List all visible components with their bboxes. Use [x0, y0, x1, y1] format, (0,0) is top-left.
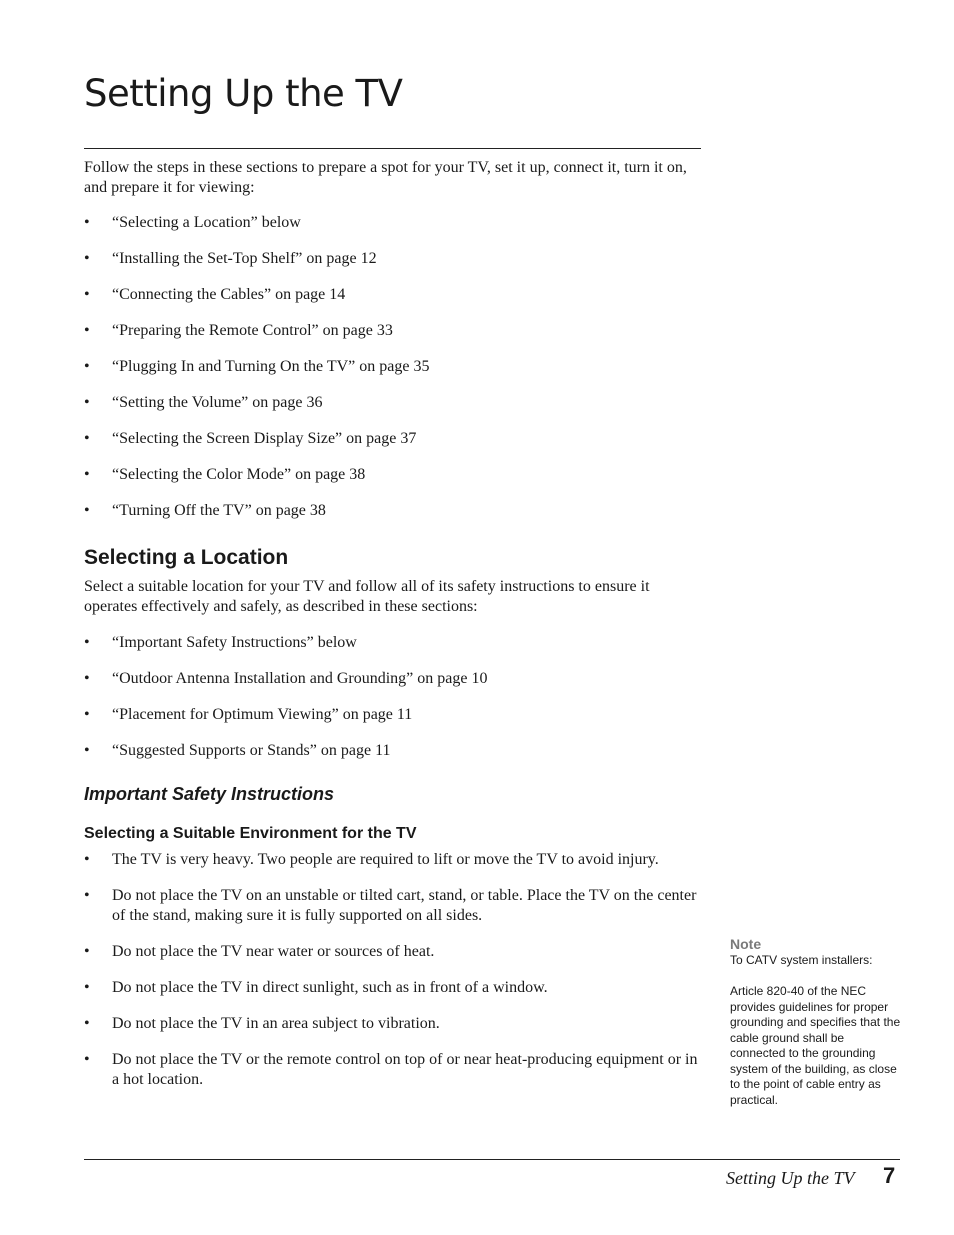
footer-divider — [84, 1159, 900, 1160]
note-spacer — [730, 969, 902, 985]
list-item: • Do not place the TV near water or sources of heat. — [84, 943, 435, 960]
list-item[interactable]: • “Important Safety Instructions” below — [84, 634, 357, 651]
subsection-heading-safety: Important Safety Instructions — [84, 784, 335, 804]
location-list — [84, 633, 704, 761]
page-number: 7 — [883, 1163, 896, 1188]
list-item[interactable]: • “Selecting the Screen Display Size” on page 37 — [84, 430, 417, 447]
note-intro: To CATV system installers: — [730, 953, 873, 967]
subsubsection-heading-environment: Selecting a Suitable Environment for the TV — [84, 825, 417, 842]
list-item[interactable]: • “Placement for Optimum Viewing” on page 11 — [84, 706, 413, 723]
intro-paragraph: Follow the steps in these sections to prepare a spot for your TV, set it up, connect it, turn it on, and prepare it for viewing: — [84, 159, 687, 196]
list-item: • Do not place the TV or the remote control on top of or near heat-producing equipment or in a hot location. — [84, 1051, 698, 1088]
page-title: Setting Up the TV — [84, 72, 403, 115]
list-item[interactable]: • “Installing the Set-Top Shelf” on page 12 — [84, 250, 377, 267]
title-divider — [84, 148, 701, 149]
main-content — [84, 158, 704, 1090]
location-paragraph: Select a suitable location for your TV and follow all of its safety instructions to ensure it operates effectively and safely, as described in these sections: — [84, 578, 650, 615]
section-heading-location: Selecting a Location — [84, 546, 289, 569]
note-body: Article 820-40 of the NEC provides guidelines for proper grounding and specifies that the cable ground shall be connected to the grounding system of the building, as close to the point of cable entry as practical. — [730, 984, 901, 1107]
note-title: Note — [730, 936, 762, 952]
list-item[interactable]: • “Selecting a Location” below — [84, 214, 301, 231]
list-item[interactable]: • “Setting the Volume” on page 36 — [84, 394, 323, 411]
safety-list — [84, 850, 704, 1090]
list-item: • Do not place the TV in direct sunlight, such as in front of a window. — [84, 979, 548, 996]
list-item[interactable]: • “Suggested Supports or Stands” on page 11 — [84, 742, 391, 759]
list-item: • Do not place the TV in an area subject to vibration. — [84, 1015, 440, 1032]
list-item[interactable]: • “Outdoor Antenna Installation and Grounding” on page 10 — [84, 670, 488, 687]
list-item[interactable]: • “Preparing the Remote Control” on page 33 — [84, 322, 393, 339]
side-note — [730, 935, 902, 1108]
list-item[interactable]: • “Turning Off the TV” on page 38 — [84, 502, 326, 519]
list-item: • Do not place the TV on an unstable or tilted cart, stand, or table. Place the TV on the center of the stand, making sure it is fully supported on all sides. — [84, 887, 697, 924]
list-item[interactable]: • “Plugging In and Turning On the TV” on page 35 — [84, 358, 430, 375]
intro-list — [84, 213, 704, 521]
list-item[interactable]: • “Selecting the Color Mode” on page 38 — [84, 466, 366, 483]
list-item[interactable]: • “Connecting the Cables” on page 14 — [84, 286, 346, 303]
list-item: • The TV is very heavy. Two people are required to lift or move the TV to avoid injury. — [84, 851, 659, 868]
footer-section-title: Setting Up the TV — [726, 1168, 855, 1188]
